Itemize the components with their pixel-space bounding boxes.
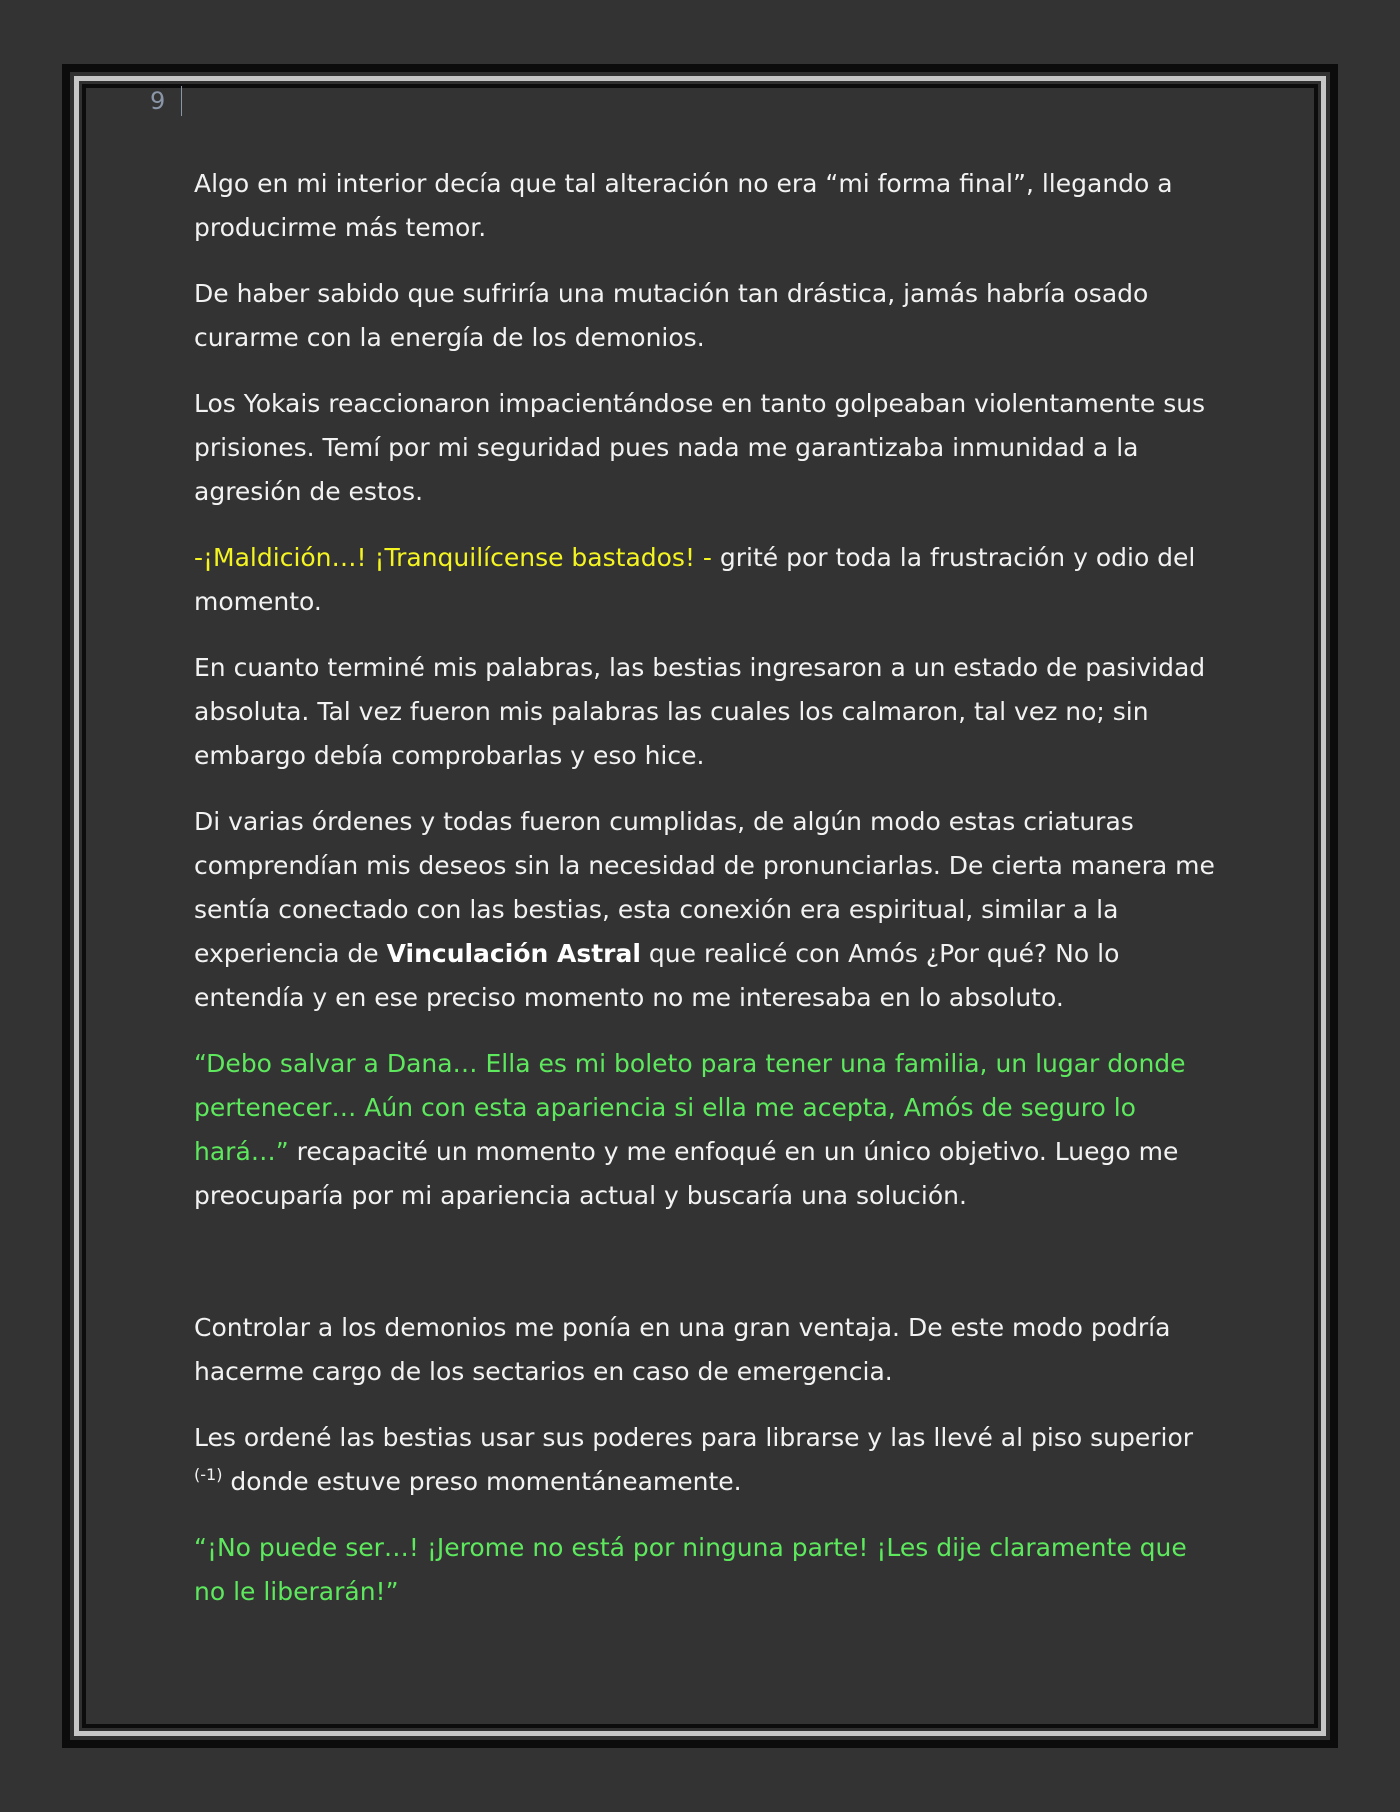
- footnote-marker: (-1): [194, 1465, 223, 1484]
- paragraph-10: “¡No puede ser…! ¡Jerome no está por ninguna parte! ¡Les dije claramente que no le liberarán!”: [194, 1533, 1187, 1606]
- paragraph-6: [194, 800, 1218, 1020]
- narration: Di varias órdenes y todas fueron cumplidas, de algún modo estas criaturas comprendían mis deseos sin la necesidad de pronunciarlas. De cierta manera me sentía conectado con las bestias, esta conexión era espiritual, similar a la experiencia de: [194, 807, 1215, 968]
- bold-term: Vinculación Astral: [386, 939, 641, 968]
- narration: donde estuve preso momentáneamente.: [222, 1467, 742, 1496]
- paragraph-1: Algo en mi interior decía que tal alteración no era “mi forma final”, llegando a producirme más temor.: [194, 169, 1173, 242]
- narration: grité por toda la frustración y odio del momento.: [194, 543, 1196, 616]
- scene-break: [194, 1240, 1218, 1306]
- narration: que realicé con Amós ¿Por qué? No lo entendía y en ese preciso momento no me interesaba en lo absoluto.: [194, 939, 1120, 1012]
- page-number: 9: [150, 86, 182, 116]
- narration: Les ordené las bestias usar sus poderes para librarse y las llevé al piso superior: [194, 1423, 1194, 1452]
- paragraph-3: Los Yokais reaccionaron impacientándose en tanto golpeaban violentamente sus prisiones. Temí por mi seguridad pues nada me garantizaba inmunidad a la agresión de estos.: [194, 389, 1206, 506]
- story-text: [194, 162, 1218, 1636]
- paragraph-2: De haber sabido que sufriría una mutación tan drástica, jamás habría osado curarme con la energía de los demonios.: [194, 279, 1149, 352]
- narration: recapacité un momento y me enfoqué en un único objetivo. Luego me preocuparía por mi apariencia actual y buscaría una solución.: [194, 1137, 1179, 1210]
- thought-dialogue: “Debo salvar a Dana… Ella es mi boleto para tener una familia, un lugar donde pertenecer… Aún con esta apariencia si ella me acepta, Amós de seguro lo hará…”: [194, 1049, 1186, 1166]
- paragraph-9: [194, 1416, 1218, 1504]
- paragraph-7: [194, 1042, 1218, 1218]
- paragraph-8: Controlar a los demonios me ponía en una gran ventaja. De este modo podría hacerme cargo de los sectarios en caso de emergencia.: [194, 1313, 1171, 1386]
- paragraph-4: [194, 536, 1218, 624]
- shout-dialogue: -¡Maldición…! ¡Tranquilícense bastados! -: [194, 543, 712, 572]
- paragraph-5: En cuanto terminé mis palabras, las bestias ingresaron a un estado de pasividad absoluta. Tal vez fueron mis palabras las cuales los calmaron, tal vez no; sin embargo debía comprobarlas y eso hice.: [194, 653, 1206, 770]
